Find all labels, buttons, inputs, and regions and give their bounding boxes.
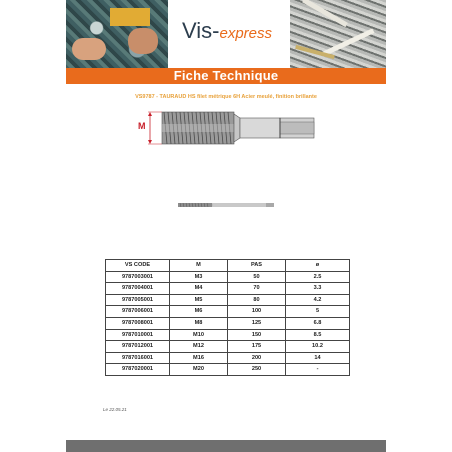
cell-pas: 80 [228,294,286,306]
cell-vs-code: 9787008001 [106,317,170,329]
cell-pas: 150 [228,329,286,341]
cell-m: M20 [170,364,228,376]
cell-m: M4 [170,283,228,295]
table-row [106,294,350,306]
cell-diameter: 6.8 [286,317,350,329]
cell-m: M6 [170,306,228,318]
cell-vs-code: 9787006001 [106,306,170,318]
tap-technical-drawing [132,104,322,152]
table-header-row [106,260,350,272]
cell-pas: 200 [228,352,286,364]
cell-diameter: 5 [286,306,350,318]
cell-m: M16 [170,352,228,364]
cell-m: M10 [170,329,228,341]
cell-diameter: 8.5 [286,329,350,341]
cell-diameter: 14 [286,352,350,364]
cell-pas: 100 [228,306,286,318]
cell-diameter: 2.5 [286,271,350,283]
brand-logo: Vis-express [182,18,273,43]
col-header-diameter: ø [286,260,350,272]
table-row [106,341,350,353]
cell-diameter: 4.2 [286,294,350,306]
dimensions-table [105,259,350,376]
screws-photo [290,0,386,70]
cell-m: M3 [170,271,228,283]
table-row [106,317,350,329]
cell-m: M5 [170,294,228,306]
workshop-photo [66,0,168,70]
cell-vs-code: 9787005001 [106,294,170,306]
cell-vs-code: 9787012001 [106,341,170,353]
cell-m: M12 [170,341,228,353]
cell-vs-code: 9787004001 [106,283,170,295]
cell-diameter: - [286,364,350,376]
dimension-label: M [138,121,146,131]
cell-vs-code: 9787020001 [106,364,170,376]
cell-pas: 175 [228,341,286,353]
col-header-vs-code: VS CODE [106,260,170,272]
footer-bar [66,440,386,452]
tap-photo [178,200,274,210]
cell-m: M8 [170,317,228,329]
cell-diameter: 10.2 [286,341,350,353]
cell-pas: 50 [228,271,286,283]
cell-vs-code: 9787003001 [106,271,170,283]
document-date: Le 22.05.21 [103,407,127,412]
table-row [106,283,350,295]
col-header-m: M [170,260,228,272]
col-header-pas: PAS [228,260,286,272]
table-row [106,364,350,376]
table-row [106,306,350,318]
table-row [106,329,350,341]
cell-vs-code: 9787016001 [106,352,170,364]
table-row [106,271,350,283]
product-subtitle: VS9787 - TAURAUD HS filet métrique 6H Acier meulé, finition brillante [135,94,317,100]
table-row [106,352,350,364]
cell-vs-code: 9787010001 [106,329,170,341]
cell-diameter: 3.3 [286,283,350,295]
cell-pas: 70 [228,283,286,295]
cell-pas: 250 [228,364,286,376]
header [66,0,386,70]
page-title: Fiche Technique [66,68,386,84]
cell-pas: 125 [228,317,286,329]
